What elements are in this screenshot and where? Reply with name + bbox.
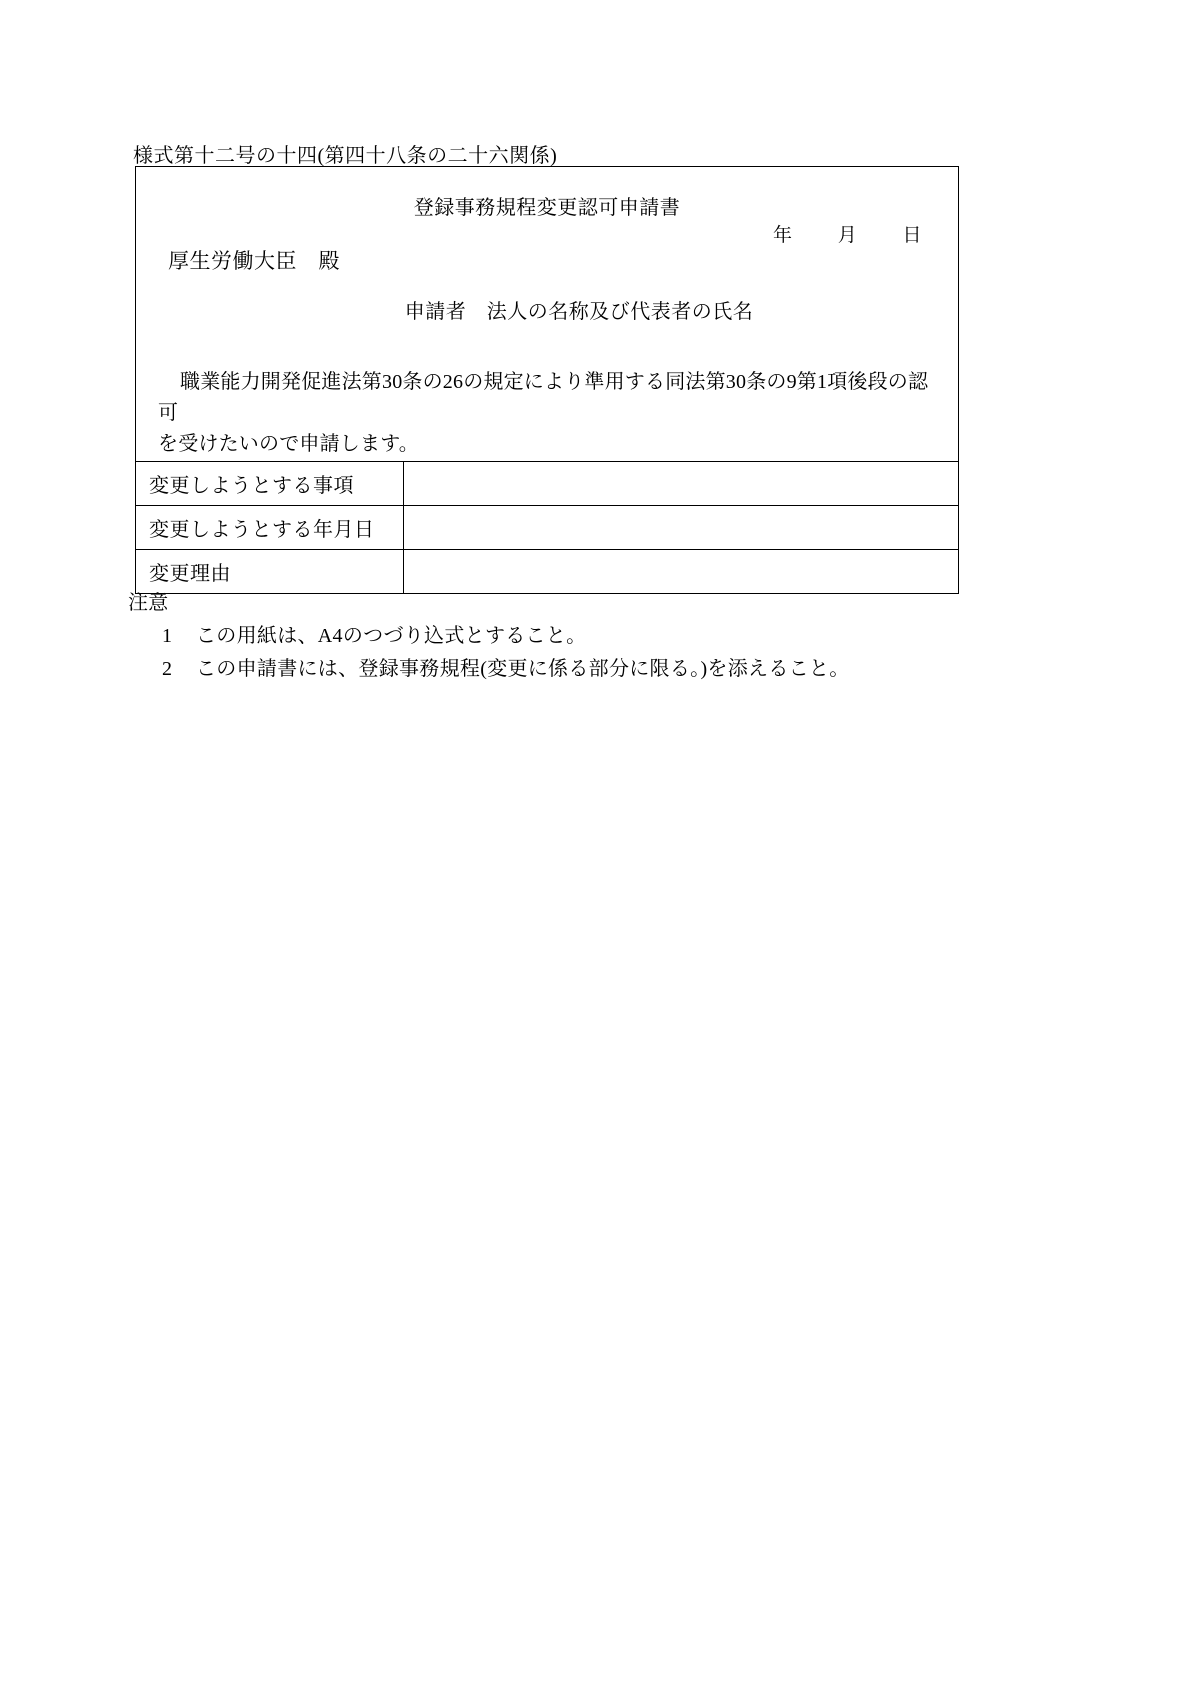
- note-number: 1: [162, 625, 173, 647]
- date-day-label: 日: [902, 225, 922, 246]
- row-label-change-item: 変更しようとする事項: [136, 462, 404, 505]
- row-value-change-item[interactable]: [404, 462, 958, 505]
- note-item: [128, 652, 1008, 681]
- row-label-change-reason: 変更理由: [136, 550, 404, 593]
- form-table: [136, 461, 958, 593]
- table-row: [136, 462, 958, 506]
- addressee: 厚生労働大臣 殿: [168, 249, 340, 273]
- row-value-change-date[interactable]: [404, 506, 958, 549]
- date-month-label: 月: [837, 225, 858, 246]
- table-row: [136, 506, 958, 550]
- notes-section: [128, 586, 1008, 685]
- document-title: 登録事務規程変更認可申請書: [413, 197, 681, 219]
- application-form-box: [135, 166, 959, 594]
- body-text: [158, 367, 936, 460]
- body-line-2: を受けたいので申請します。: [158, 433, 419, 455]
- body-line-1: 職業能力開発促進法第30条の26の規定により準用する同法第30条の9第1項後段の認可: [158, 371, 929, 424]
- note-text: この申請書には、登録事務規程(変更に係る部分に限る。)を添えること。: [196, 658, 850, 680]
- note-number: 2: [162, 658, 173, 680]
- applicant-line: 申請者 法人の名称及び代表者の氏名: [404, 301, 754, 323]
- form-header-block: [136, 167, 958, 461]
- form-number: 様式第十二号の十四(第四十八条の二十六関係): [133, 145, 558, 167]
- note-item: [128, 619, 1008, 648]
- notes-title: 注意: [128, 592, 169, 614]
- date-line: [773, 220, 922, 247]
- date-year-label: 年: [772, 225, 793, 246]
- note-text: この用紙は、A4のつづり込式とすること。: [196, 625, 587, 647]
- row-label-change-date: 変更しようとする年月日: [136, 506, 404, 549]
